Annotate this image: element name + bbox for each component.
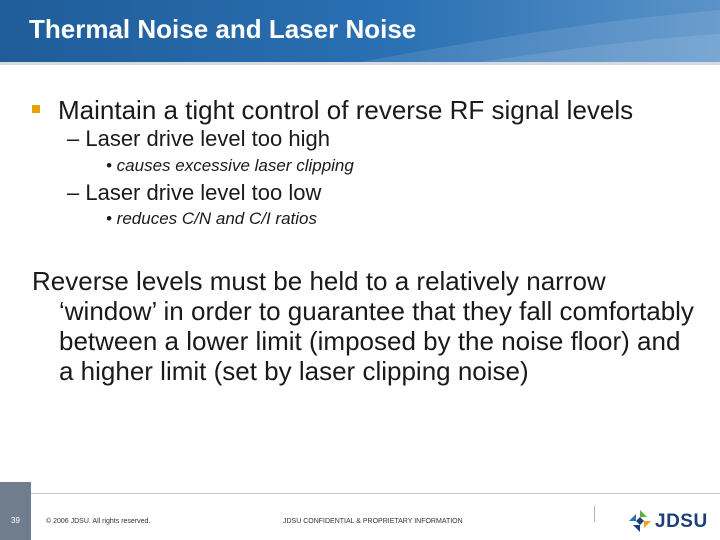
jdsu-logo-text: JDSU <box>655 511 708 532</box>
sub-bullet-low: – Laser drive level too low <box>67 180 322 205</box>
bullet-square-icon <box>32 105 40 113</box>
body-paragraph <box>32 266 702 386</box>
jdsu-logo-icon <box>627 508 653 534</box>
main-bullet <box>32 95 633 126</box>
footer-divider <box>0 493 720 494</box>
paragraph-first-line: Reverse levels must be held to a relatively narrow <box>32 266 606 296</box>
paragraph-rest: ‘window’ in order to guarantee that they fall comfortably between a lower limit (imposed by the noise floor) and a higher limit (set by laser clipping noise) <box>59 296 694 386</box>
sub-detail-low: • reduces C/N and C/I ratios <box>106 209 317 228</box>
page-number: 39 <box>11 516 20 525</box>
copyright-text: © 2006 JDSU. All rights reserved. <box>46 518 151 525</box>
title-bar <box>0 0 720 62</box>
confidential-text: JDSU CONFIDENTIAL & PROPRIETARY INFORMATION <box>283 518 463 525</box>
footer-vertical-divider <box>594 506 595 522</box>
slide-title: Thermal Noise and Laser Noise <box>29 14 417 44</box>
sub-bullet-high: – Laser drive level too high <box>67 126 330 151</box>
title-underline <box>0 62 720 65</box>
page-number-box <box>0 482 31 540</box>
sub-detail-high: • causes excessive laser clipping <box>106 156 354 175</box>
main-bullet-text: Maintain a tight control of reverse RF signal levels <box>58 95 634 125</box>
